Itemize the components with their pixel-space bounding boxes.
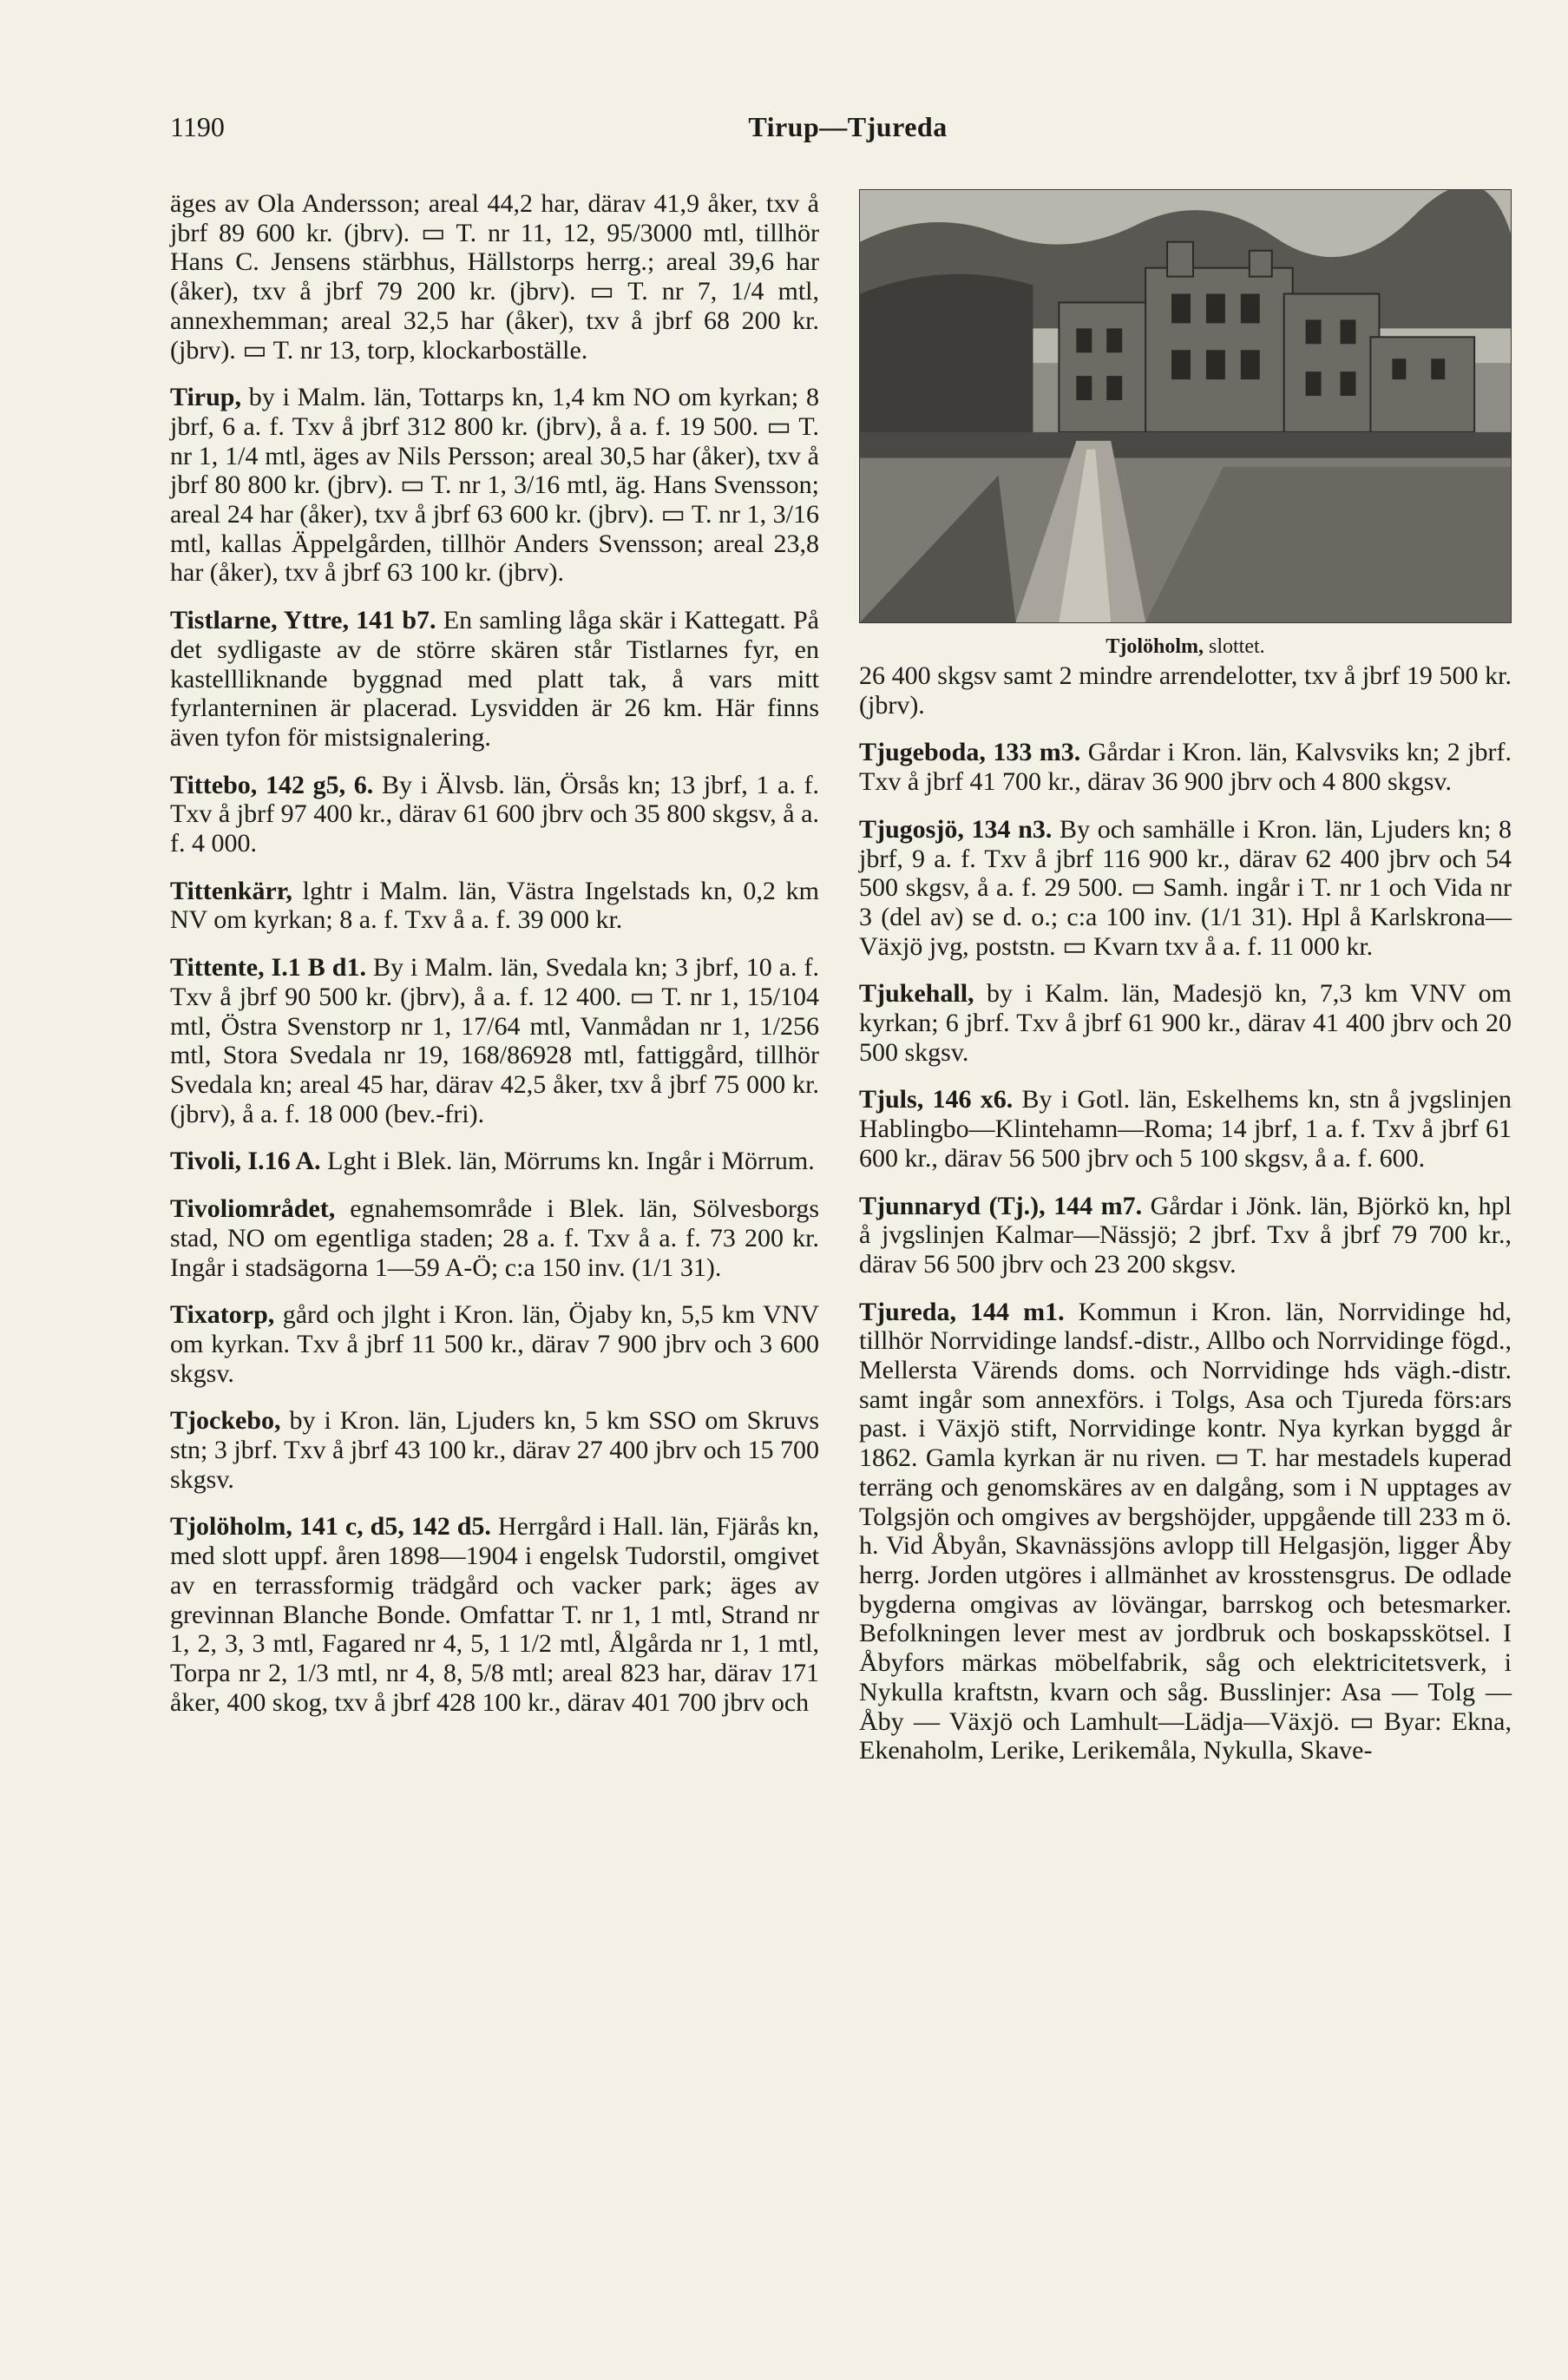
entry-headword: Tjunnaryd [859, 1191, 981, 1220]
entry-continuation: äges av Ola Andersson; areal 44,2 har, därav 41,9 åker, txv å jbrf 89 600 kr. (jbrv). ▭ T. nr 11, 12, 95/3000 mtl, tillhör Hans C. Jensens stärbhus, Hällstorps herrg.; areal 39,6 har (åker), txv å jbrf 79 200 kr. (jbrv). ▭ T. nr 7, 1/4 mtl, annexhemman; areal 32,5 har (åker), txv å jbrf 68 200 kr. (jbrv). ▭ T. nr 13, torp, klockarboställe. [170, 189, 819, 365]
entry-headword: Tjockebo, [170, 1406, 281, 1436]
entry-tjuls: Tjuls, 146 x6. By i Gotl. län, Eskelhems kn, stn å jvgslinjen Hablingbo—Klintehamn—Roma; 14 jbrf, 1 a. f. Txv å jbrf 61 600 kr., därav 56 500 jbrv och 5 100 skgsv, å a. f. 600. [859, 1085, 1512, 1173]
map-reference: 133 m3. [985, 738, 1081, 767]
entry-headword: Tivoli, [170, 1147, 241, 1176]
map-reference: 134 n3. [963, 814, 1053, 844]
entry-headword: Tjugeboda, [859, 738, 986, 767]
map-reference: I.16 A. [240, 1147, 321, 1176]
left-column [170, 189, 819, 1717]
entry-headword: Tittenkärr, [170, 876, 292, 905]
entry-tjugeboda: Tjugeboda, 133 m3. Gårdar i Kron. län, Kalvsviks kn; 2 jbrf. Txv å jbrf 41 700 kr., därav 36 900 jbrv och 4 800 skgsv. [859, 738, 1512, 797]
map-reference: (Tj.), 144 m7. [981, 1191, 1143, 1220]
entry-headword: Tivoliområdet, [170, 1194, 336, 1224]
entry-headword: Tirup, [170, 383, 241, 412]
entry-headword: Tjukehall, [859, 979, 974, 1009]
castle-photo [859, 189, 1512, 623]
map-reference: 142 g5, 6. [257, 770, 374, 799]
entry-tivoli: Tivoli, I.16 A. Lght i Blek. län, Mörrums kn. Ingår i Mörrum. [170, 1147, 815, 1176]
caption-title: Tjolöholm, [1105, 635, 1204, 658]
map-reference: 144 m1. [955, 1297, 1065, 1326]
entry-tjoloholm: Tjolöholm, 141 c, d5, 142 d5. Herrgård i Hall. län, Fjärås kn, med slott uppf. åren 1898—1904 i engelsk Tudorstil, omgivet av en terrassformig trädgård och vacker park; äges av grevinnan Blanche Bonde. Omfattar T. nr 1, 1 mtl, Strand nr 1, 2, 3, 3 mtl, Fagared nr 4, 5, 1 1/2 mtl, Ålgårda nr 1, 1 mtl, Torpa nr 2, 1/3 mtl, nr 4, 8, 5/8 mtl; areal 823 har, därav 171 åker, 400 skog, txv å jbrf 428 100 kr., därav 401 700 jbrv och [170, 1512, 819, 1717]
figure-caption [859, 635, 1512, 659]
entry-headword: Tjuls, [859, 1085, 924, 1114]
entry-headword: Tjugosjö, [859, 814, 964, 844]
map-reference: 141 c, d5, 142 d5. [292, 1512, 491, 1542]
entry-headword: Tistlarne, Yttre, [170, 606, 349, 635]
page-number: 1190 [170, 111, 225, 142]
caption-text: slottet. [1204, 635, 1265, 658]
right-column [859, 189, 1512, 1765]
entry-tixatorp: Tixatorp, gård och jlght i Kron. län, Öjaby kn, 5,5 km VNV om kyrkan. Txv å jbrf 11 500 kr., därav 7 900 jbrv och 3 600 skgsv. [170, 1300, 819, 1388]
entry-tjugosjo: Tjugosjö, 134 n3. By och samhälle i Kron. län, Ljuders kn; 8 jbrf, 9 a. f. Txv å jbrf 116 900 kr., därav 62 400 jbrv och 54 500 skgsv, å a. f. 29 500. ▭ Samh. ingår i T. nr 1 och Vida nr 3 (del av) se d. o.; c:a 100 inv. (1/1 31). Hpl å Karlskrona—Växjö jvg, poststn. ▭ Kvarn txv å a. f. 11 000 kr. [859, 814, 1512, 961]
page-header [170, 111, 1395, 155]
entry-tistlarne: Tistlarne, Yttre, 141 b7. En samling låga skär i Kattegatt. På det sydligaste av de större skären står Tistlarnes fyr, en kastellliknande byggnad med platt tak, å vars mitt fyrlanterninen är placerad. Lysvidden är 26 km. Här finns även tyfon för mistsignalering. [170, 606, 819, 752]
entry-tirup: Tirup, by i Malm. län, Tottarps kn, 1,4 km NO om kyrkan; 8 jbrf, 6 a. f. Txv å jbrf 312 800 kr. (jbrv), å a. f. 19 500. ▭ T. nr 1, 1/4 mtl, äges av Nils Persson; areal 30,5 har (åker), txv å jbrf 80 800 kr. (jbrv). ▭ T. nr 1, 3/16 mtl, äg. Hans Svensson; areal 24 har (åker), txv å jbrf 63 600 kr. (jbrv). ▭ T. nr 1, 3/16 mtl, kallas Äppelgården, tillhör Anders Svensson; areal 23,8 har (åker), txv å jbrf 63 100 kr. (jbrv). [170, 383, 819, 588]
entry-tjunnaryd: Tjunnaryd (Tj.), 144 m7. Gårdar i Jönk. län, Björkö kn, hpl å jvgslinjen Kalmar—Nässjö; 2 jbrf. Txv å jbrf 79 700 kr., därav 56 500 jbrv och 23 200 skgsv. [859, 1191, 1512, 1279]
castle-figure [859, 189, 1512, 658]
entry-headword: Tittebo, [170, 770, 258, 799]
entry-tittebo: Tittebo, 142 g5, 6. By i Älvsb. län, Örsås kn; 13 jbrf, 1 a. f. Txv å jbrf 97 400 kr., därav 61 600 jbrv och 35 800 skgsv, å a. f. 4 000. [170, 770, 819, 858]
map-reference: I.1 B d1. [264, 953, 366, 983]
entry-tittente: Tittente, I.1 B d1. By i Malm. län, Svedala kn; 3 jbrf, 10 a. f. Txv å jbrf 90 500 kr. (jbrv), å a. f. 12 400. ▭ T. nr 1, 15/104 mtl, Östra Svenstorp nr 1, 17/64 mtl, Vanmådan nr 1, 1/256 mtl, Stora Svedala nr 19, 168/86928 mtl, fattiggård, tillhör Svedala kn; areal 45 har, därav 42,5 åker, txv å jbrf 75 000 kr. (jbrv), å a. f. 18 000 (bev.-fri). [170, 953, 819, 1128]
running-head: Tirup—Tjureda [748, 111, 948, 142]
entry-tjockebo: Tjockebo, by i Kron. län, Ljuders kn, 5 km SSO om Skruvs stn; 3 jbrf. Txv å jbrf 43 100 kr., därav 27 400 jbrv och 15 700 skgsv. [170, 1406, 819, 1494]
entry-headword: Tittente, [170, 953, 265, 983]
map-reference: 141 b7. [348, 606, 436, 635]
entry-tittenkarr: Tittenkärr, lghtr i Malm. län, Västra Ingelstads kn, 0,2 km NV om kyrkan; 8 a. f. Txv å a. f. 39 000 kr. [170, 876, 819, 935]
entry-headword: Tixatorp, [170, 1300, 275, 1330]
map-reference: 146 x6. [923, 1085, 1014, 1114]
entry-tivoliomradet: Tivoliområdet, egnahemsområde i Blek. län, Sölvesborgs stad, NO om egentliga staden; 28 a. f. Txv å a. f. 73 200 kr. Ingår i stadsägorna 1—59 A-Ö; c:a 150 inv. (1/1 31). [170, 1194, 819, 1282]
entry-headword: Tjolöholm, [170, 1512, 292, 1542]
entry-tjukehall: Tjukehall, by i Kalm. län, Madesjö kn, 7,3 km VNV om kyrkan; 6 jbrf. Txv å jbrf 61 900 kr., därav 41 400 jbrv och 20 500 skgsv. [859, 979, 1512, 1067]
entry-headword: Tjureda, [859, 1297, 956, 1326]
entry-tjureda: Tjureda, 144 m1. Kommun i Kron. län, Norrvidinge hd, tillhör Norrvidinge landsf.-distr., Allbo och Norrvidinge fögd., Mellersta Värends doms. och Norrvidinge hds vägh.-distr. samt ingår som annexförs. i Tolgs, Asa och Tjureda förs:ars past. i Växjö stift, Norrvidinge kontr. Nya kyrkan byggd år 1862. Gamla kyrkan är nu riven. ▭ T. har mestadels kuperad terräng och genomskäres av en dalgång, som i N upptages av Tolgsjön och omgives av bergshöjder, uppgående till 233 m ö. h. Vid Åbyån, Skavnässjöns avlopp till Helgasjön, ligger Åby herrg. Jorden utgöres i allmänhet av krosstensgrus. De odlade bygderna omgivas av lövängar, barrskog och betesmarker. Befolkningen lever mest av jordbruk och boskapsskötsel. I Åbyfors märkas möbelfabrik, såg och elektricitetsverk, i Nykulla kraftstn, kvarn och såg. Busslinjer: Asa — Tolg — Åby — Växjö och Lamhult—Lädja—Växjö. ▭ Byar: Ekna, Ekenaholm, Lerike, Lerikemåla, Nykulla, Skave- [859, 1297, 1512, 1765]
entry-continuation: 26 400 skgsv samt 2 mindre arrendelotter, txv å jbrf 19 500 kr. (jbrv). [859, 661, 1512, 720]
